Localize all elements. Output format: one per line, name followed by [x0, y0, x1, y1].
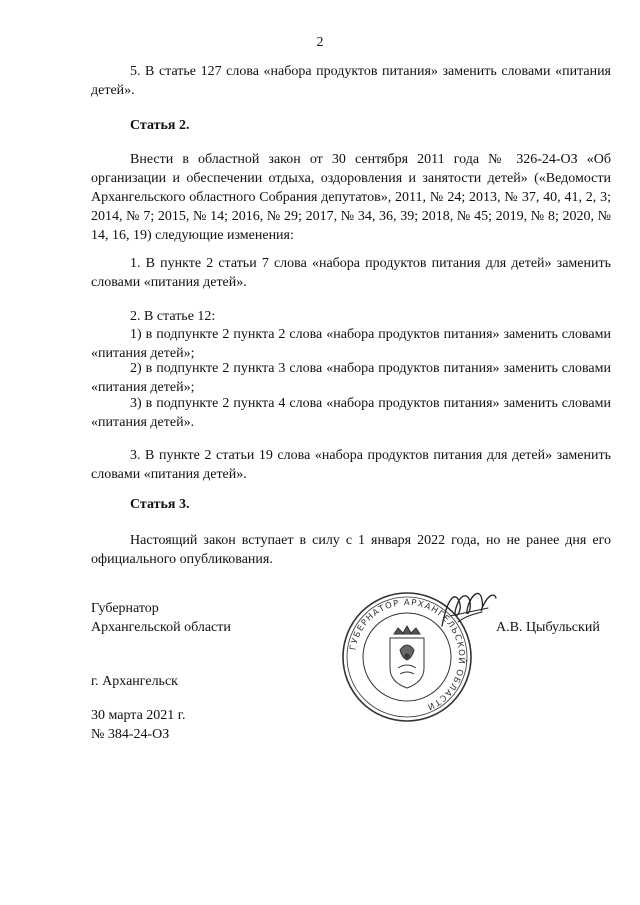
signatory-position-line1: Губернатор — [91, 601, 159, 616]
paragraph-5: 5. В статье 127 слова «набора продуктов питания» заменить словами «питания детей». — [91, 64, 611, 98]
handwritten-signature — [438, 586, 500, 634]
coat-of-arms-icon — [390, 626, 424, 688]
date: 30 марта 2021 г. — [91, 708, 186, 723]
seal-text: ГУБЕРНАТОР АРХАНГЕЛЬСКОЙ ОБЛАСТИ — [348, 597, 467, 712]
article-3-heading: Статья 3. — [130, 497, 190, 512]
signatory-name: А.В. Цыбульский — [496, 620, 600, 635]
subitem-2: 2) в подпункте 2 пункта 3 слова «набора продуктов питания» заменить словами «питания детей»; — [91, 361, 611, 395]
signatory-position-line2: Архангельской области — [91, 620, 231, 635]
article-3-text: Настоящий закон вступает в силу с 1 января 2022 года, но не ранее дня его официального опубликования. — [91, 533, 611, 567]
law-number: № 384-24-ОЗ — [91, 727, 170, 742]
item-1: 1. В пункте 2 статьи 7 слова «набора продуктов питания для детей» заменить словами «питания детей». — [91, 256, 611, 290]
item-3: 3. В пункте 2 статьи 19 слова «набора продуктов питания для детей» заменить словами «питания детей». — [91, 448, 611, 482]
place: г. Архангельск — [91, 674, 178, 689]
page-number: 2 — [316, 35, 324, 50]
subitem-1: 1) в подпункте 2 пункта 2 слова «набора продуктов питания» заменить словами «питания детей»; — [91, 327, 611, 361]
subitem-3: 3) в подпункте 2 пункта 4 слова «набора продуктов питания» заменить словами «питания детей». — [91, 396, 611, 430]
item-2-title: 2. В статье 12: — [130, 309, 216, 324]
article-2-heading: Статья 2. — [130, 118, 190, 133]
article-2-intro: Внести в областной закон от 30 сентября 2011 года № 326-24-ОЗ «Об организации и обеспечении отдыха, оздоровления и занятости детей» («Ведомости Архангельского областного Собрания депутатов», 2011, № 24; 2013, № 37, 40, 41, 2, 3; 2014, № 7; 2015, № 14; 2016, № 29; 2017, № 34, 36, 39; 2018, № 45; 2019, № 8; 2020, № 14, 16, 19) следующие изменения: — [91, 152, 611, 243]
